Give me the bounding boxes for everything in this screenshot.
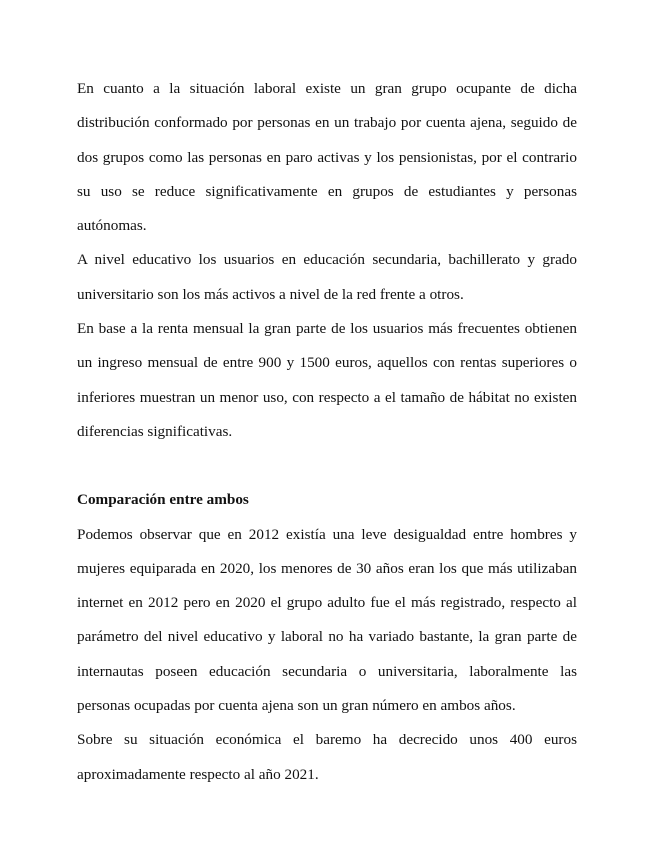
- document-page: [77, 72, 577, 792]
- section-spacer: [77, 449, 577, 483]
- paragraph-education-level: A nivel educativo los usuarios en educación secundaria, bachillerato y grado universitario son los más activos a nivel de la red frente a otros.: [77, 251, 577, 303]
- section-heading: Comparación entre ambos: [77, 491, 249, 509]
- paragraph-economic-situation: Sobre su situación económica el baremo ha decrecido unos 400 euros aproximadamente respecto al año 2021.: [77, 731, 577, 783]
- paragraph-comparison: Podemos observar que en 2012 existía una leve desigualdad entre hombres y mujeres equiparada en 2020, los menores de 30 años eran los que más utilizaban internet en 2012 pero en 2020 el grupo adulto fue el más registrado, respecto al parámetro del nivel educativo y laboral no ha variado bastante, la gran parte de internautas poseen educación secundaria o universitaria, laboralmente las personas ocupadas por cuenta ajena son un gran número en ambos años.: [77, 525, 577, 715]
- paragraph-monthly-income: En base a la renta mensual la gran parte de los usuarios más frecuentes obtienen un ingreso mensual de entre 900 y 1500 euros, aquellos con rentas superiores o inferiores muestran un menor uso, con respecto a el tamaño de hábitat no existen diferencias significativas.: [77, 320, 577, 440]
- paragraph-employment-situation: En cuanto a la situación laboral existe un gran grupo ocupante de dicha distribución conformado por personas en un trabajo por cuenta ajena, seguido de dos grupos como las personas en paro activas y los pensionistas, por el contrario su uso se reduce significativamente en grupos de estudiantes y personas autónomas.: [77, 80, 577, 235]
